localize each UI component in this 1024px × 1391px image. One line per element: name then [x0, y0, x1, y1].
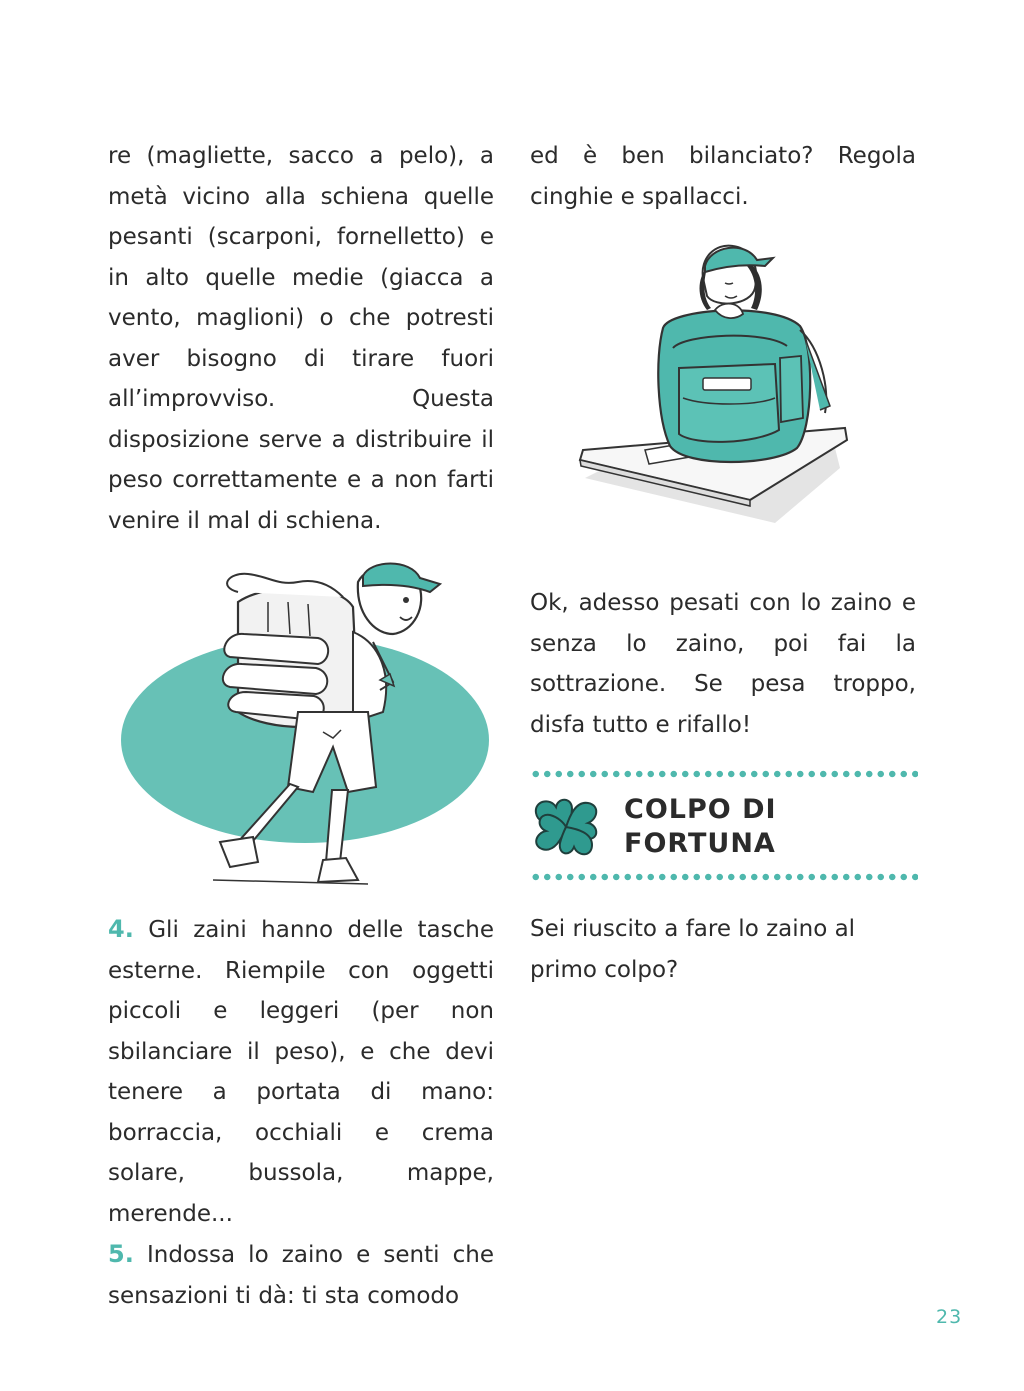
step-5-number: 5. — [108, 1240, 134, 1268]
left-paragraph-steps — [108, 909, 494, 1316]
hiker-illustration — [118, 562, 493, 892]
right-paragraph-top — [530, 136, 916, 217]
text-first-try: Sei riuscito a fare lo zaino al primo colpo? — [530, 916, 856, 983]
box-title — [624, 793, 914, 861]
step-4-number: 4. — [108, 915, 134, 943]
step-5-text: Indossa lo zaino e senti che sensazioni ti dà: ti sta comodo — [108, 1242, 495, 1309]
text-balance: ed è ben bilanciato? Regola cinghie e spallacci. — [530, 143, 916, 210]
box-bottom-dotted-border — [530, 873, 918, 881]
step-4-text: Gli zaini hanno delle tasche esterne. Riempile con oggetti piccoli e leggeri (per non sbilanciare il peso), e che devi tenere a portata di mano: borraccia, occhiali e crema solare, bussola, mappe, merende... — [108, 917, 495, 1227]
step-4 — [108, 909, 494, 1234]
box-title-line1: COLPO DI — [624, 794, 777, 825]
scale-illustration — [575, 238, 855, 528]
page-number: 23 — [936, 1306, 963, 1328]
box-title-line2: FORTUNA — [624, 828, 776, 859]
step-5 — [108, 1234, 494, 1316]
text-weigh: Ok, adesso pesati con lo zaino e senza lo zaino, poi fai la sottrazione. Se pesa troppo, disfa tutto e rifallo! — [530, 590, 916, 738]
right-paragraph-box — [530, 909, 916, 990]
text-packing-order: re (magliette, sacco a pelo), a metà vicino alla schiena quelle pesanti (scarponi, fornelletto) e in alto quelle medie (giacca a vento, maglioni) o che potresti aver bisogno di tirare fuori all’improvviso. Questa disposizione serve a distribuire il peso correttamente e a non farti venire il mal di schiena. — [108, 143, 494, 534]
four-leaf-clover-icon — [528, 793, 604, 861]
box-top-dotted-border — [530, 770, 918, 778]
left-paragraph-top — [108, 136, 494, 541]
right-paragraph-weigh — [530, 583, 916, 745]
